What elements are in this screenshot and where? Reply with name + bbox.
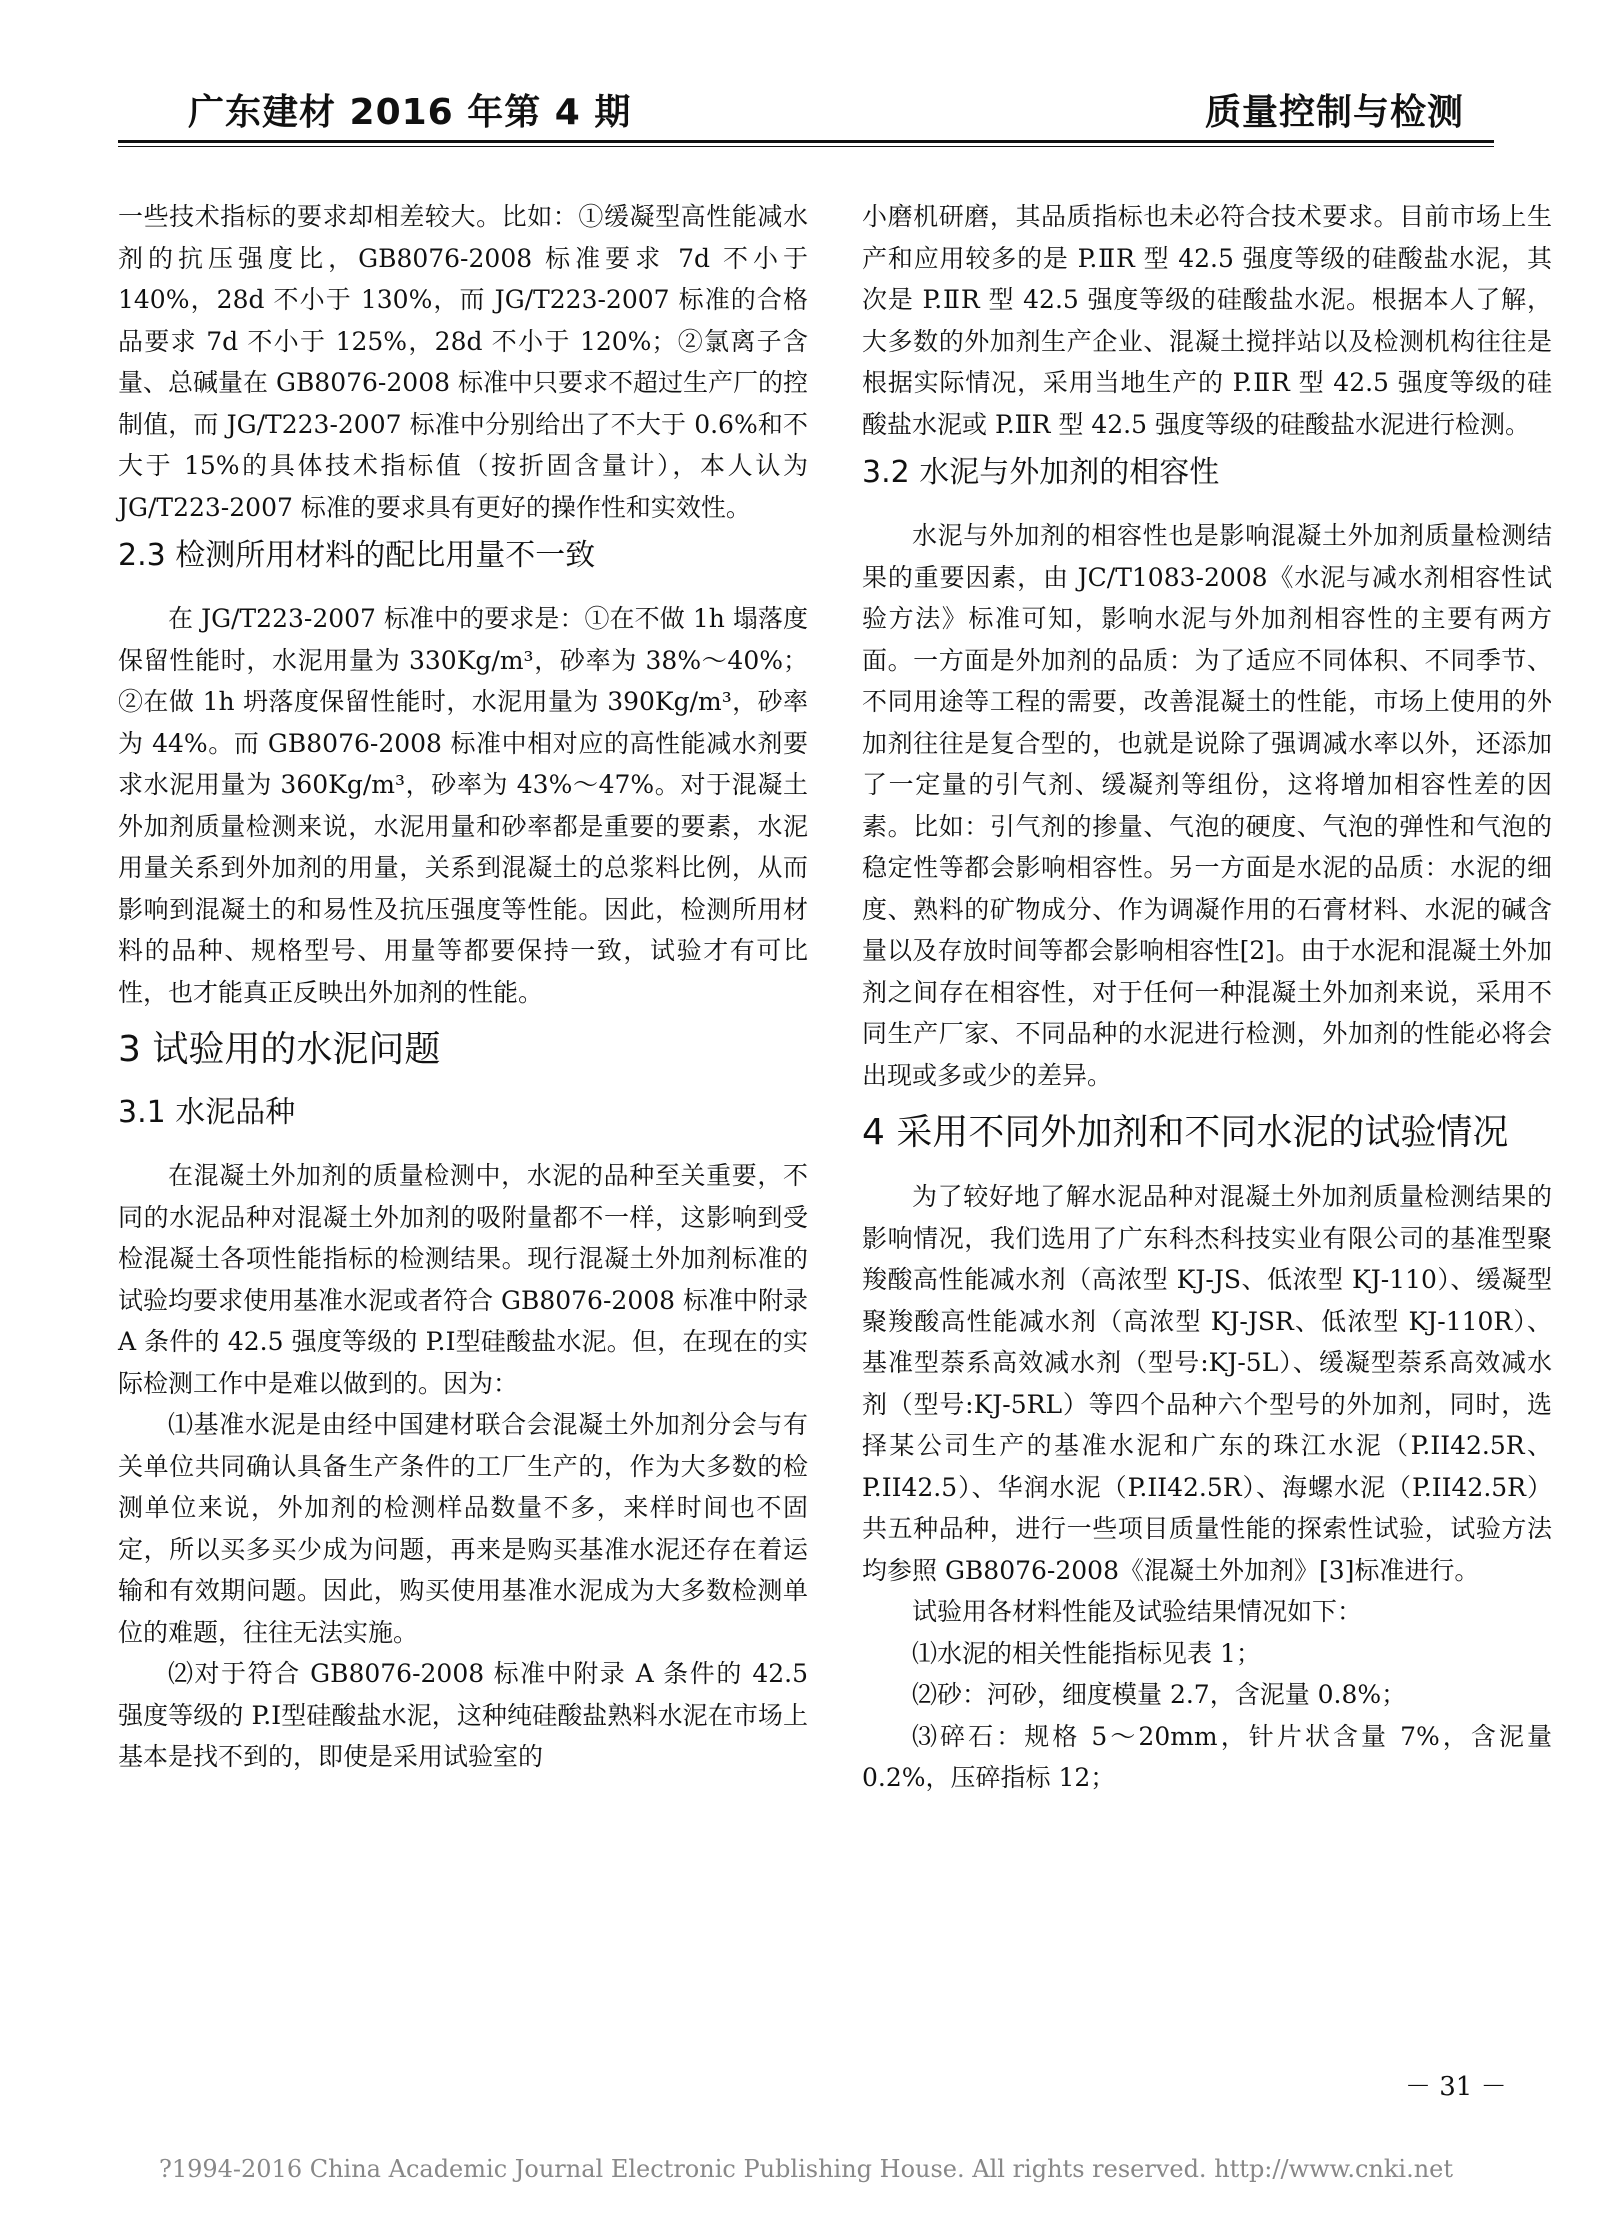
- paragraph: 小磨机研磨，其品质指标也未必符合技术要求。目前市场上生产和应用较多的是 P.ⅡR 型 42.5 强度等级的硅酸盐水泥，其次是 P.ⅡR 型 42.5 强度等级的硅酸盐水泥。根据本人了解，大多数的外加剂生产企业、混凝土搅拌站以及检测机构往往是根据实际情况，采用当地生产的 P.ⅡR 型 42.5 强度等级的硅酸盐水泥或 P.ⅡR 型 42.5 强度等级的硅酸盐水泥进行检测。: [862, 202, 1552, 439]
- paragraph: 一些技术指标的要求却相差较大。比如：①缓凝型高性能减水剂的抗压强度比，GB8076-2008 标准要求 7d 不小于 140%，28d 不小于 130%，而 JG/T223-2007 标准的合格品要求 7d 不小于 125%，28d 不小于 120%；②氯离子含量、总碱量在 GB8076-2008 标准中只要求不超过生产厂的控制值，而 JG/T223-2007 标准中分别给出了不大于 0.6%和不大于 15%的具体技术指标值（按折固含量计），本人认为 JG/T223-2007 标准的要求具有更好的操作性和实效性。: [118, 202, 808, 522]
- header-rule-thin: [118, 146, 1494, 147]
- list-item: ⑶碎石：规格 5～20mm，针片状含量 7%，含泥量 0.2%，压碎指标 12；: [862, 1721, 1552, 1792]
- paragraph: 水泥与外加剂的相容性也是影响混凝土外加剂质量检测结果的重要因素，由 JC/T1083-2008《水泥与减水剂相容性试验方法》标准可知，影响水泥与外加剂相容性的主要有两方面。一方面是外加剂的品质：为了适应不同体积、不同季节、不同用途等工程的需要，改善混凝土的性能，市场上使用的外加剂往往是复合型的，也就是说除了强调减水率以外，还添加了一定量的引气剂、缓凝剂等组份，这将增加相容性差的因素。比如：引气剂的掺量、气泡的硬度、气泡的弹性和气泡的稳定性等都会影响相容性。另一方面是水泥的品质：水泥的细度、熟料的矿物成分、作为调凝作用的石膏材料、水泥的碱含量以及存放时间等都会影响相容性[2]。由于水泥和混凝土外加剂之间存在相容性，对于任何一种混凝土外加剂来说，采用不同生产厂家、不同品种的水泥进行检测，外加剂的性能必将会出现或多或少的差异。: [862, 521, 1552, 1090]
- paragraph: 在 JG/T223-2007 标准中的要求是：①在不做 1h 塌落度保留性能时，水泥用量为 330Kg/m³，砂率为 38%～40%；②在做 1h 坍落度保留性能时，水泥用量为 390Kg/m³，砂率为 44%。而 GB8076-2008 标准中相对应的高性能减水剂要求水泥用量为 360Kg/m³，砂率为 43%～47%。对于混凝土外加剂质量检测来说，水泥用量和砂率都是重要的要素，水泥用量关系到外加剂的用量，关系到混凝土的总浆料比例，从而影响到混凝土的和易性及抗压强度等性能。因此，检测所用材料的品种、规格型号、用量等都要保持一致，试验才有可比性，也才能真正反映出外加剂的性能。: [118, 604, 808, 1007]
- paragraph: 在混凝土外加剂的质量检测中，水泥的品种至关重要，不同的水泥品种对混凝土外加剂的吸附量都不一样，这影响到受检混凝土各项性能指标的检测结果。现行混凝土外加剂标准的试验均要求使用基准水泥或者符合 GB8076-2008 标准中附录 A 条件的 42.5 强度等级的 P.Ⅰ型硅酸盐水泥。但，在现在的实际检测工作中是难以做到的。因为：: [118, 1161, 808, 1398]
- section-heading-4: 4 采用不同外加剂和不同水泥的试验情况: [862, 1112, 1509, 1153]
- list-item: ⑴水泥的相关性能指标见表 1；: [912, 1638, 1261, 1668]
- paragraph: ⑴基准水泥是由经中国建材联合会混凝土外加剂分会与有关单位共同确认具备生产条件的工厂生产的，作为大多数的检测单位来说，外加剂的检测样品数量不多，来样时间也不固定，所以买多买少成为问题，再来是购买基准水泥还存在着运输和有效期问题。因此，购买使用基准水泥成为大多数检测单位的难题，往往无法实施。: [118, 1410, 808, 1647]
- paragraph: ⑵对于符合 GB8076-2008 标准中附录 A 条件的 42.5 强度等级的 P.Ⅰ型硅酸盐水泥，这种纯硅酸盐熟料水泥在市场上基本是找不到的，即使是采用试验室的: [118, 1659, 808, 1771]
- running-header: [118, 78, 1494, 148]
- paragraph: 为了较好地了解水泥品种对混凝土外加剂质量检测结果的影响情况，我们选用了广东科杰科技实业有限公司的基准型聚羧酸高性能减水剂（高浓型 KJ-JS、低浓型 KJ-110）、缓凝型聚羧酸高性能减水剂（高浓型 KJ-JSR、低浓型 KJ-110R）、基准型萘系高效减水剂（型号:KJ-5L）、缓凝型萘系高效减水剂（型号:KJ-5RL）等四个品种六个型号的外加剂，同时，选择某公司生产的基准水泥和广东的珠江水泥（P.II42.5R、P.II42.5）、华润水泥（P.II42.5R）、海螺水泥（P.II42.5R）共五种品种，进行一些项目质量性能的探索性试验，试验方法均参照 GB8076-2008《混凝土外加剂》[3]标准进行。: [862, 1182, 1552, 1585]
- section-heading-3-1: 3.1 水泥品种: [118, 1095, 296, 1130]
- section-heading-3: 3 试验用的水泥问题: [118, 1029, 441, 1070]
- right-column: [862, 196, 1552, 1799]
- left-column: [118, 196, 808, 1778]
- page-number: － 31 －: [1405, 2072, 1507, 2102]
- list-item: ⑵砂：河砂，细度模量 2.7，含泥量 0.8%；: [912, 1680, 1407, 1709]
- paragraph: 试验用各材料性能及试验结果情况如下：: [912, 1597, 1363, 1626]
- section-heading-2-3: 2.3 检测所用材料的配比用量不一致: [118, 538, 596, 573]
- copyright-footer: ?1994-2016 China Academic Journal Electronic Publishing House. All rights reserved. http://www.cnki.net: [158, 2155, 1454, 2183]
- header-rule-thick: [118, 140, 1494, 143]
- section-heading-3-2: 3.2 水泥与外加剂的相容性: [862, 455, 1220, 490]
- section-title: 质量控制与检测: [1204, 92, 1464, 133]
- journal-title: 广东建材 2016 年第 4 期: [188, 92, 632, 133]
